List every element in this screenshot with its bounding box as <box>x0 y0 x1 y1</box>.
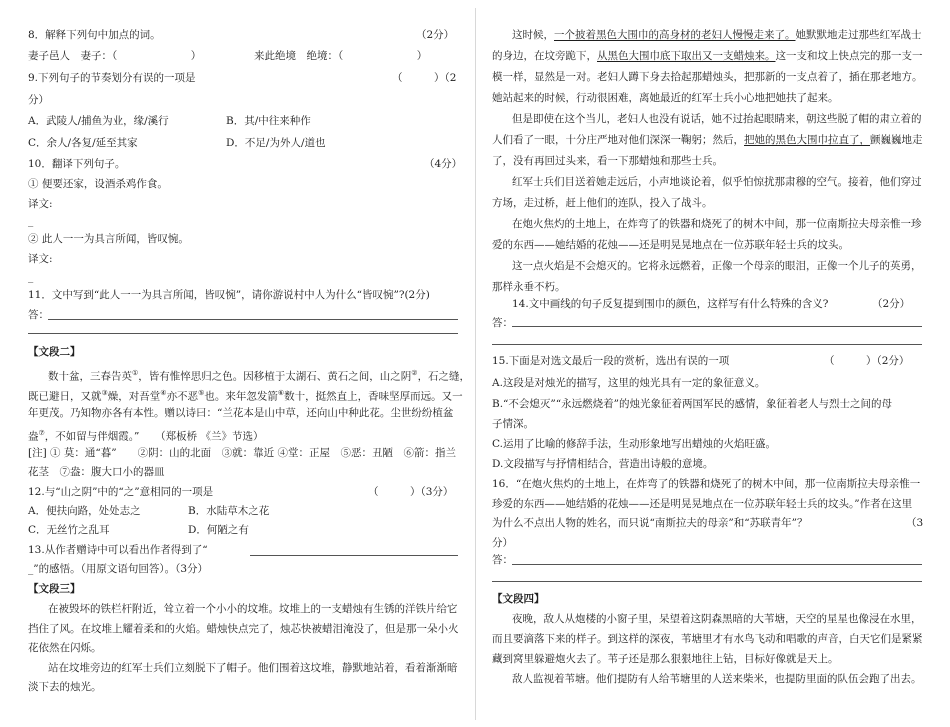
q10-stem: 10．翻译下列句子。 <box>28 158 126 170</box>
section3-line1: 在被毁坏的铁栏杆附近，耸立着一个小小的坟堆。坟堆上的一支蜡烛有生锈的洋铁片给它 <box>48 603 458 615</box>
q16-line3: 为什么不点出人物的姓名，而只说“南斯拉夫的母亲”和“苏联青年”？ <box>492 517 808 529</box>
section3-line5: 淡下去的烛光。 <box>28 681 102 693</box>
q15-option-b-line2: 子情深。 <box>492 418 534 430</box>
q14-answer-line[interactable] <box>512 326 922 327</box>
q16-line2: 珍爱的东西——她结婚的花烛——还是明晃晃地点在一位苏联年轻士兵的坟头。”作者在这里 <box>492 498 913 510</box>
underlined-sentence-3: 把她的黑色大围巾拉直了， <box>744 134 870 146</box>
p1-line1: 这时候，一个披着黑色大围巾的高身材的老妇人慢慢走来了。她默默地走过那些红军战士 <box>512 29 922 41</box>
q9-stem: 9.下列句子的节奏划分有误的一项是 <box>28 72 196 84</box>
section4-line2: 而且要滴落下来的样子。到这样的深夜，苇塘里才有水鸟飞动和唱歌的声音，白天它们是紧紧 <box>492 633 923 645</box>
q8-score: （2分） <box>416 29 455 41</box>
q16-line1: 16．“在炮火焦灼的土地上，在炸弯了的铁器和烧死了的树木中间，那一位南斯拉夫母亲惟一 <box>492 478 921 490</box>
p5-line1: 这一点火焰是不会熄灭的。它将永远燃着，正像一个母亲的眼泪，正像一个儿子的英勇， <box>512 260 922 272</box>
q9-option-a: A．武陵人/捕鱼为业，缘/溪行 <box>28 115 169 127</box>
p1-line3: 模一样，显然是一对。老妇人蹲下身去拾起那蜡烛头，把那新的一支点着了，插在那老地方。 <box>492 71 923 83</box>
q8-item1: 妻子邑人 妻子：（ ） <box>28 50 202 62</box>
q13-line2: _”的感悟。（用原文语句回答）。（3分） <box>28 563 209 575</box>
section2-note2: 花茎 ⑦盎：腹大口小的器皿 <box>28 466 165 478</box>
q15-score: （ ）（2分） <box>824 355 910 367</box>
q12-score: （ ）（3分） <box>368 486 454 498</box>
section4-line4: 敌人监视着苇塘。他们提防有人给苇塘里的人送来柴米，也提防里面的队伍会跑了出去。 <box>512 673 922 685</box>
q9-score-tail: 分） <box>28 94 49 106</box>
q10-sentence1: ① 便要还家，设酒杀鸡作食。 <box>28 178 168 190</box>
section3-line3: 花依然在闪烁。 <box>28 642 102 654</box>
q10-blank2: _ <box>28 271 34 283</box>
q11-stem: 11．文中写到“此人一一为具言所闻，皆叹惋”，请你游说村中人为什么“皆叹惋”?(2分) <box>28 289 430 301</box>
section4-line1: 夜晚，敌人从炮楼的小窗子里，呆望着这阴森黑暗的大苇塘，天空的星星也像浸在水里， <box>512 613 922 625</box>
section2-line3: 年更茂。乃知物亦各有本性。赠以诗曰：“兰花本是山中草，还向山中种此花。尘世纷纷植盆 <box>28 407 454 419</box>
p2-line1: 但是即使在这个当儿，老妇人也没有说话，她不过抬起眼睛来，朝这些脱了帽的肃立着的 <box>512 113 922 125</box>
section3-line2: 挡住了风。在坟堆上耀着柔和的火焰。蜡烛快点完了，烛芯快被蜡泪淹没了，但是那一朵小火 <box>28 623 459 635</box>
q9-option-b: B．其/中往来种作 <box>226 115 311 127</box>
p2-line2: 人们看了一眼，十分庄严地对他们深深一鞠躬；然后，把她的黑色大围巾拉直了，颤巍巍地走 <box>492 134 923 146</box>
section4-line3: 藏到窝里躲避炮火去了。苇子还是那么狠狠地往上钻，目标好像就是天上。 <box>492 653 839 665</box>
column-divider <box>475 8 476 720</box>
q10-score: （4分） <box>424 158 463 170</box>
q14-score: （2分） <box>872 298 911 310</box>
q15-option-b-line1: B.“不会熄灭”“永远燃烧着”的烛光象征着两国军民的感情，象征着老人与烈士之间的母 <box>492 398 893 410</box>
section2-note1: [注] ① 莫：通“暮” ②阴：山的北面 ③就：靠近 ④堂：正屋 ⑤恶：丑陋 ⑥箭：指兰 <box>28 447 456 459</box>
section4-title: 【文段四】 <box>492 593 545 605</box>
section3-title: 【文段三】 <box>28 583 81 595</box>
q9-option-d: D．不足/为外人/道也 <box>226 137 326 149</box>
q10-blank1: _ <box>28 215 34 227</box>
section2-line1: 数十盆，三春告英①，皆有惟悴思归之色。因移植于太湖石、黄石之间，山之阴②，石之缝， <box>48 369 471 383</box>
q9-option-c: C．余人/各复/延至其家 <box>28 137 138 149</box>
p3-line1: 红军士兵们目送着她走远后，小声地谈论着，似乎怕惊扰那肃穆的空气。接着，他们穿过 <box>512 176 922 188</box>
underlined-sentence-2: 从黑色大围巾底下取出又一支蜡烛来。 <box>597 50 776 62</box>
q16-score: （3 <box>906 517 924 529</box>
q8-stem: 8．解释下列句中加点的词。 <box>28 29 161 41</box>
q10-translation-label2: 译文: <box>28 253 53 265</box>
q12-option-b: B．水陆草木之花 <box>188 505 270 517</box>
p4-line2: 爱的东西——她结婚的花烛——还是明晃晃地点在一位苏联年轻士兵的坟头。 <box>492 239 849 251</box>
q14-answer-label: 答： <box>492 317 513 329</box>
q10-sentence2: ② 此人一一为具言所闻，皆叹惋。 <box>28 233 189 245</box>
section-rule <box>492 581 922 582</box>
q16-answer-line[interactable] <box>512 564 922 565</box>
q12-option-d: D．何陋之有 <box>188 524 249 536</box>
q12-option-c: C．无丝竹之乱耳 <box>28 524 110 536</box>
section3-line4: 站在坟堆旁边的红军士兵们立刻脱下了帽子。他们围着这坟堆，静默地站着，看着渐渐暗 <box>48 662 458 674</box>
underlined-sentence-1: 一个披着黑色大围巾的高身材的老妇人慢慢走来了。 <box>554 29 796 41</box>
q11-answer-line[interactable] <box>48 319 458 320</box>
q15-stem: 15.下面是对选文最后一段的赏析，选出有误的一项 <box>492 355 730 367</box>
q12-stem: 12.与“山之阴”中的“之”意相同的一项是 <box>28 486 214 498</box>
q16-answer-label: 答： <box>492 554 513 566</box>
section2-line4: 盎⑦，不如留与伴烟霞。” （郑板桥 《兰》节选） <box>28 429 264 443</box>
q13-stem: 13.从作者赠诗中可以看出作者得到了“ <box>28 544 208 556</box>
q9-score: （ ）（2 <box>392 72 457 84</box>
section-rule <box>28 333 458 334</box>
p2-line3: 了，没有再回过头来，看一下那蜡烛和那些士兵。 <box>492 155 723 167</box>
p3-line2: 方场，走过桥，赶上他们的连队，投入了战斗。 <box>492 197 713 209</box>
q15-option-d: D.文段描写与抒情相结合，营造出诗般的意境。 <box>492 458 714 470</box>
q11-answer-label: 答： <box>28 309 49 321</box>
q15-option-a: A.这段是对烛光的描写，这里的烛光具有一定的象征意义。 <box>492 377 766 389</box>
section2-title: 【文段二】 <box>28 346 81 358</box>
section2-line2: 既已避日，又就③燥，对吾堂④亦不恶⑤也。来年忽发箭⑥数十，挺然直上，香味坚厚而远。又一 <box>28 389 463 403</box>
q16-score-tail: 分） <box>492 537 513 549</box>
p4-line1: 在炮火焦灼的土地上，在炸弯了的铁器和烧死了的树木中间，那一位南斯拉夫母亲惟一珍 <box>512 218 922 230</box>
p1-line4: 她站起来的时候，行动很困难，离她最近的红军士兵小心地把她扶了起来。 <box>492 92 839 104</box>
q14-stem: 14.文中画线的句子反复提到围巾的颜色，这样写有什么特殊的含义? <box>512 298 829 310</box>
p5-line2: 那样永垂不朽。 <box>492 281 566 293</box>
section-rule <box>492 344 922 345</box>
q13-answer-line[interactable] <box>250 555 458 556</box>
q15-option-c: C.运用了比喻的修辞手法，生动形象地写出蜡烛的火焰旺盛。 <box>492 438 776 450</box>
p1-line2: 的身边，在坟旁跪下，从黑色大围巾底下取出又一支蜡烛来。这一支和坟上快点完的那一支一 <box>492 50 923 62</box>
q10-translation-label1: 译文: <box>28 198 53 210</box>
q12-option-a: A．便扶向路，处处志之 <box>28 505 141 517</box>
q8-item2: 来此绝境 绝境：（ ） <box>254 50 428 62</box>
